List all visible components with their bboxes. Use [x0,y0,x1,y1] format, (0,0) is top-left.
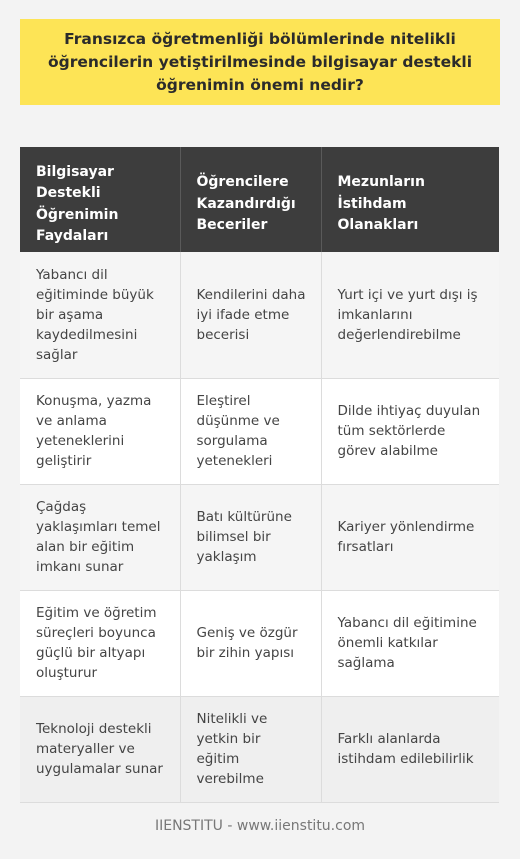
table-cell: Konuşma, yazma ve anlama yeteneklerini geliştirir [20,378,180,484]
header-cell-employment: Mezunların İstihdam Olanakları [321,147,499,252]
page-title: Fransızca öğretmenliği bölümlerinde nitelikli öğrencilerin yetiştirilmesinde bilgisayar destekli öğrenimin önemi nedir? [47,29,473,94]
table-cell: Kendilerini daha iyi ifade etme becerisi [180,252,321,378]
table-cell: Nitelikli ve yetkin bir eğitim verebilme [180,696,321,802]
table-cell: Batı kültürüne bilimsel bir yaklaşım [180,484,321,590]
table-cell: Dilde ihtiyaç duyulan tüm sektörlerde görev alabilme [321,378,499,484]
table-cell: Kariyer yönlendirme fırsatları [321,484,499,590]
header-cell-skills: Öğrencilere Kazandırdığı Beceriler [180,147,321,252]
table-cell: Eğitim ve öğretim süreçleri boyunca güçlü bir altyapı oluşturur [20,590,180,696]
table-cell: Yabancı dil eğitimine önemli katkılar sağlama [321,590,499,696]
table-header [20,147,499,252]
footer-credit: IIENSTITU - www.iienstitu.com [154,818,366,834]
info-table [20,147,499,803]
table-cell: Yabancı dil eğitiminde büyük bir aşama kaydedilmesini sağlar [20,252,180,378]
header-row [20,147,499,252]
table-cell: Yurt içi ve yurt dışı iş imkanlarını değerlendirebilme [321,252,499,378]
table-row [20,590,499,696]
title-banner [20,19,500,105]
table-cell: Geniş ve özgür bir zihin yapısı [180,590,321,696]
table-row [20,378,499,484]
table-cell: Farklı alanlarda istihdam edilebilirlik [321,696,499,802]
table-row [20,696,499,802]
table-row [20,484,499,590]
header-cell-benefits: Bilgisayar Destekli Öğrenimin Faydaları [20,147,180,252]
table-cell: Eleştirel düşünme ve sorgulama yetenekleri [180,378,321,484]
table-cell: Teknoloji destekli materyaller ve uygulamalar sunar [20,696,180,802]
table-cell: Çağdaş yaklaşımları temel alan bir eğitim imkanı sunar [20,484,180,590]
table-body [20,252,499,802]
table-row [20,252,499,378]
